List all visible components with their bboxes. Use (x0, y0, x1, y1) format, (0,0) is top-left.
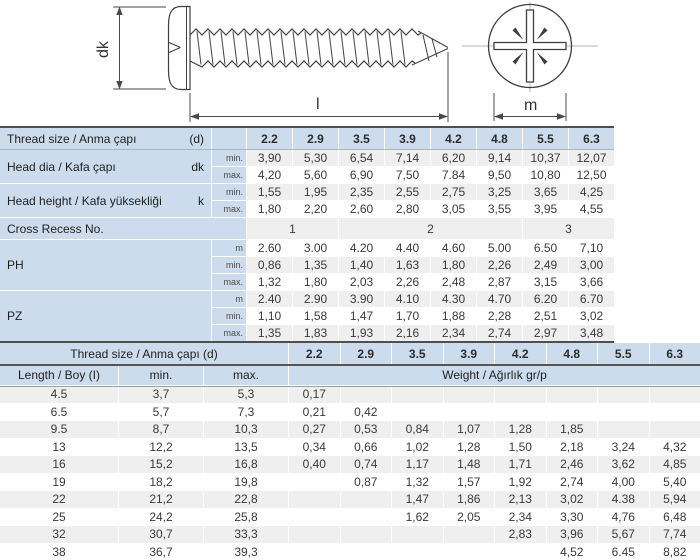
weight-cell: 1,28 (444, 439, 495, 456)
weight-cell: 1,47 (392, 491, 443, 508)
weight-cell (289, 474, 340, 491)
min-cell: 36,7 (119, 544, 203, 560)
weight-cell: 2,18 (547, 439, 598, 456)
spec-sub-label: min. (212, 308, 246, 324)
weight-cell: 0,53 (341, 421, 392, 438)
spec-cell: 2,80 (385, 201, 430, 217)
weight-size-header: 5.5 (598, 343, 649, 364)
spec-cell: 1,32 (247, 274, 292, 290)
spec-cell: 1,35 (247, 325, 292, 341)
weight-cell: 3,96 (547, 526, 598, 543)
spec-row-label-pz-text: PZ (7, 309, 23, 323)
spec-cell: 3,05 (431, 201, 476, 217)
length-cell: 9.5 (0, 421, 118, 438)
spec-size-header: 3.5 (339, 128, 384, 149)
min-column-header: min. (119, 365, 203, 385)
spec-cell: 3.90 (339, 291, 384, 307)
spec-cell: 3,90 (247, 150, 292, 166)
weight-cell: 0,66 (341, 439, 392, 456)
weight-size-header: 3.5 (392, 343, 443, 364)
max-cell: 19,8 (204, 474, 288, 491)
weight-size-header: 3.9 (444, 343, 495, 364)
weight-cell: 1,48 (444, 456, 495, 473)
spec-sub-label: min. (212, 184, 246, 200)
max-cell: 5,3 (204, 386, 288, 403)
spec-cell: 4.10 (385, 291, 430, 307)
weight-cell: 0,84 (392, 421, 443, 438)
spec-row-label-head_height-symbol: k (198, 193, 204, 208)
spec-cell: 6.50 (523, 240, 568, 256)
weight-cell: 1,28 (495, 421, 546, 438)
spec-cell: 3,66 (569, 274, 614, 290)
recess-span-cell: 1 (247, 218, 338, 239)
spec-cell: 6,20 (431, 150, 476, 166)
weight-header-label: Thread size / Anma çapı (d) (0, 343, 288, 364)
weight-cell (289, 526, 340, 543)
spec-cell: 2,28 (477, 308, 522, 324)
spec-cell: 1,40 (339, 257, 384, 273)
weight-cell: 0,21 (289, 404, 340, 421)
weight-cell: 7,74 (650, 526, 700, 543)
length-cell: 6.5 (0, 404, 118, 421)
spec-cell: 1,10 (247, 308, 292, 324)
weight-cell (392, 386, 443, 403)
length-column-header: Length / Boy (I) (0, 365, 118, 385)
spec-cell: 2,35 (339, 184, 384, 200)
weight-cell: 6,48 (650, 509, 700, 526)
pozi-recess-icon (494, 10, 566, 82)
weight-cell: 0,74 (341, 456, 392, 473)
spec-cell: 4.60 (431, 240, 476, 256)
weight-cell: 4,85 (650, 456, 700, 473)
spec-cell: 3,48 (569, 325, 614, 341)
weight-cell: 4,52 (547, 544, 598, 560)
weight-cell: 5,94 (650, 491, 700, 508)
recess-span-cell: 2 (339, 218, 522, 239)
weight-cell: 3,02 (547, 491, 598, 508)
spec-size-header: 6.3 (569, 128, 614, 149)
spec-row-label-head_dia-symbol: dk (191, 159, 204, 174)
spec-cell: 12,50 (569, 167, 614, 183)
weight-cell: 2,05 (444, 509, 495, 526)
spec-row-label-ph (0, 240, 211, 290)
max-cell: 7,3 (204, 404, 288, 421)
spec-cell: 3,00 (569, 257, 614, 273)
max-column-header: max. (204, 365, 288, 385)
spec-cell: 2,34 (431, 325, 476, 341)
spec-cell: 1,55 (247, 184, 292, 200)
weight-cell (495, 544, 546, 560)
spec-cell: 9,50 (477, 167, 522, 183)
weight-cell: 3,62 (598, 456, 649, 473)
min-cell: 21,2 (119, 491, 203, 508)
recess-span-cell: 3 (523, 218, 614, 239)
spec-sub-label: min. (212, 150, 246, 166)
weight-cell (547, 404, 598, 421)
spec-cell: 7.84 (431, 167, 476, 183)
weight-cell: 1,50 (495, 439, 546, 456)
spec-cell: 4.70 (477, 291, 522, 307)
weight-cell: 0,27 (289, 421, 340, 438)
spec-row-label-head_height-text: Head height / Kafa yüksekliği (7, 193, 162, 208)
weight-cell: 2,34 (495, 509, 546, 526)
spec-cell: 6,90 (339, 167, 384, 183)
weight-cell: 3,30 (547, 509, 598, 526)
spec-cell: 3,95 (523, 201, 568, 217)
spec-cell: 2.60 (247, 240, 292, 256)
weight-cell: 1,57 (444, 474, 495, 491)
spec-cell: 1,63 (385, 257, 430, 273)
spec-size-header: 3.9 (385, 128, 430, 149)
spec-cell: 1,58 (293, 308, 338, 324)
spec-cell: 1,70 (385, 308, 430, 324)
spec-cell: 4.40 (385, 240, 430, 256)
weight-size-header: 4.8 (547, 343, 598, 364)
length-cell: 19 (0, 474, 118, 491)
spec-cell: 6.20 (523, 291, 568, 307)
weight-cell (392, 544, 443, 560)
spec-cell: 4.20 (339, 240, 384, 256)
weight-cell (444, 386, 495, 403)
spec-row-label-head_dia-text: Head dia / Kafa çapı (7, 159, 116, 174)
length-cell: 13 (0, 439, 118, 456)
min-cell: 30,7 (119, 526, 203, 543)
spec-size-header: 2.2 (247, 128, 292, 149)
spec-cell: 5,60 (293, 167, 338, 183)
weight-cell (289, 544, 340, 560)
spec-cell: 2,49 (523, 257, 568, 273)
weight-cell: 0,17 (289, 386, 340, 403)
weight-cell (598, 386, 649, 403)
spec-size-header: 4.8 (477, 128, 522, 149)
spec-cell: 2,55 (385, 184, 430, 200)
spec-cell: 1,80 (431, 257, 476, 273)
length-cell: 4.5 (0, 386, 118, 403)
spec-cell: 2,75 (431, 184, 476, 200)
weight-cell (341, 526, 392, 543)
weight-header-divider-1 (0, 364, 700, 366)
max-cell: 13,5 (204, 439, 288, 456)
spec-cell: 2,87 (477, 274, 522, 290)
weight-cell (547, 386, 598, 403)
spec-cell: 1,80 (293, 274, 338, 290)
weight-cell (495, 386, 546, 403)
weight-cell (289, 509, 340, 526)
spec-cell: 0,86 (247, 257, 292, 273)
spec-size-header: 4.2 (431, 128, 476, 149)
weight-cell: 8,82 (650, 544, 700, 560)
weight-cell (444, 544, 495, 560)
min-cell: 24,2 (119, 509, 203, 526)
screw-side-view (169, 7, 449, 90)
spec-cell: 3,02 (569, 308, 614, 324)
max-cell: 22,8 (204, 491, 288, 508)
weight-cell: 1,07 (444, 421, 495, 438)
spec-cell: 2,48 (431, 274, 476, 290)
weight-cell: 6.45 (598, 544, 649, 560)
weight-cell: 4,76 (598, 509, 649, 526)
spec-cell: 3,65 (523, 184, 568, 200)
min-cell: 12,2 (119, 439, 203, 456)
weight-cell (341, 544, 392, 560)
spec-cell: 2,16 (385, 325, 430, 341)
weight-cell: 0,87 (341, 474, 392, 491)
weight-cell: 1,86 (444, 491, 495, 508)
weight-cell: 2,13 (495, 491, 546, 508)
spec-header-divider (0, 149, 614, 150)
spec-cell: 3,25 (477, 184, 522, 200)
spec-cell: 1,47 (339, 308, 384, 324)
weight-cell: 4,32 (650, 439, 700, 456)
length-cell: 38 (0, 544, 118, 560)
spec-cell: 2,03 (339, 274, 384, 290)
spec-cell: 3,55 (477, 201, 522, 217)
spec-table (0, 126, 614, 343)
spec-sub-label: max. (212, 325, 246, 341)
spec-cell: 1,88 (431, 308, 476, 324)
spec-sub-label: min. (212, 257, 246, 273)
spec-sub-label: max. (212, 274, 246, 290)
spec-size-header: 2.9 (293, 128, 338, 149)
spec-cell: 3.00 (293, 240, 338, 256)
spec-row-label-head_height (0, 184, 211, 217)
spec-cell: 2.40 (247, 291, 292, 307)
weight-cell (341, 509, 392, 526)
spec-header-label-text: Thread size / Anma çapı (7, 131, 137, 146)
spec-sub-label: m (212, 291, 246, 307)
weight-cell: 5,40 (650, 474, 700, 491)
spec-header-label (0, 128, 211, 149)
spec-sub-label: max. (212, 167, 246, 183)
spec-cell: 6.70 (569, 291, 614, 307)
spec-cell: 7,14 (385, 150, 430, 166)
weight-cell (392, 526, 443, 543)
weight-cell: 4.38 (598, 491, 649, 508)
spec-row-label-pz (0, 291, 211, 341)
weight-cell: 0,40 (289, 456, 340, 473)
min-cell: 8,7 (119, 421, 203, 438)
spec-cell: 12,07 (569, 150, 614, 166)
spec-header-filler (212, 128, 246, 149)
weight-cell: 5,67 (598, 526, 649, 543)
spec-sub-label: max. (212, 201, 246, 217)
spec-cell: 5.00 (477, 240, 522, 256)
weight-cell (341, 386, 392, 403)
spec-cell: 10,37 (523, 150, 568, 166)
spec-cell: 3,15 (523, 274, 568, 290)
spec-cell: 2,20 (293, 201, 338, 217)
spec-cell: 1,95 (293, 184, 338, 200)
weight-cell: 2,83 (495, 526, 546, 543)
weight-cell: 1,02 (392, 439, 443, 456)
spec-cell: 4.30 (431, 291, 476, 307)
spec-row-label-cross-recess: Cross Recess No. (0, 218, 246, 239)
spec-cell: 1,93 (339, 325, 384, 341)
spec-row-label-ph-text: PH (7, 258, 24, 272)
weight-cell (289, 491, 340, 508)
spec-sub-label: m (212, 240, 246, 256)
length-cell: 16 (0, 456, 118, 473)
weight-cell: 0,34 (289, 439, 340, 456)
spec-header-label-symbol: (d) (189, 131, 204, 146)
weight-size-header: 4.2 (495, 343, 546, 364)
weight-cell: 3,24 (598, 439, 649, 456)
min-cell: 18,2 (119, 474, 203, 491)
length-cell: 22 (0, 491, 118, 508)
weight-cell: 2,74 (547, 474, 598, 491)
spec-cell: 10,80 (523, 167, 568, 183)
weight-cell (650, 404, 700, 421)
spec-cell: 4,55 (569, 201, 614, 217)
weight-cell (444, 404, 495, 421)
screw-tip (412, 31, 448, 65)
spec-cell: 2,97 (523, 325, 568, 341)
spec-cell: 2.90 (293, 291, 338, 307)
spec-cell: 7,50 (385, 167, 430, 183)
weight-cell (598, 421, 649, 438)
weight-cell (444, 526, 495, 543)
weight-table (0, 343, 700, 560)
max-cell: 25,8 (204, 509, 288, 526)
weight-cell (341, 491, 392, 508)
spec-cell: 4,25 (569, 184, 614, 200)
dk-dimension-label: dk (95, 41, 112, 58)
min-cell: 5,7 (119, 404, 203, 421)
spec-size-header: 5.5 (523, 128, 568, 149)
recess-side-mark (169, 43, 181, 53)
min-cell: 3,7 (119, 386, 203, 403)
spec-cell: 2,26 (385, 274, 430, 290)
spec-cell: 1,35 (293, 257, 338, 273)
max-cell: 16,8 (204, 456, 288, 473)
screw-thread-flanks (197, 32, 405, 65)
m-dimension-label: m (524, 97, 538, 114)
weight-cell: 1,62 (392, 509, 443, 526)
spec-cell: 9,14 (477, 150, 522, 166)
head-top-view (462, 2, 598, 92)
weight-cell (650, 386, 700, 403)
weight-header-divider-2 (0, 386, 700, 387)
max-cell: 39,3 (204, 544, 288, 560)
spec-cell: 2,74 (477, 325, 522, 341)
spec-cell: 7,10 (569, 240, 614, 256)
weight-cell: 1,17 (392, 456, 443, 473)
weight-size-header: 2.9 (341, 343, 392, 364)
min-cell: 15,2 (119, 456, 203, 473)
spec-cell: 2,26 (477, 257, 522, 273)
spec-cell: 2,60 (339, 201, 384, 217)
screw-technical-drawing (0, 0, 700, 126)
length-dimension-label: l (316, 96, 320, 113)
dk-dimension (113, 7, 166, 90)
spec-cell: 1,83 (293, 325, 338, 341)
length-cell: 25 (0, 509, 118, 526)
spec-cell: 5,30 (293, 150, 338, 166)
weight-cell: 1,32 (392, 474, 443, 491)
spec-row-label-head_dia (0, 150, 211, 183)
weight-cell: 2,46 (547, 456, 598, 473)
max-cell: 10,3 (204, 421, 288, 438)
weight-cell: 4,00 (598, 474, 649, 491)
weight-size-header: 6.3 (650, 343, 700, 364)
spec-cell: 6,54 (339, 150, 384, 166)
weight-cell: 1,71 (495, 456, 546, 473)
weight-cell: 1,92 (495, 474, 546, 491)
spec-cell: 1,80 (247, 201, 292, 217)
length-cell: 32 (0, 526, 118, 543)
max-cell: 33,3 (204, 526, 288, 543)
spec-cell: 2,51 (523, 308, 568, 324)
weight-size-header: 2.2 (289, 343, 340, 364)
weight-cell (495, 404, 546, 421)
weight-cell (392, 404, 443, 421)
weight-cell (598, 404, 649, 421)
spec-cell: 4,20 (247, 167, 292, 183)
weight-cell (650, 421, 700, 438)
weight-cell: 0,42 (341, 404, 392, 421)
weight-columns-header: Weight / Ağırlık gr/p (289, 365, 700, 385)
weight-cell: 1,85 (547, 421, 598, 438)
